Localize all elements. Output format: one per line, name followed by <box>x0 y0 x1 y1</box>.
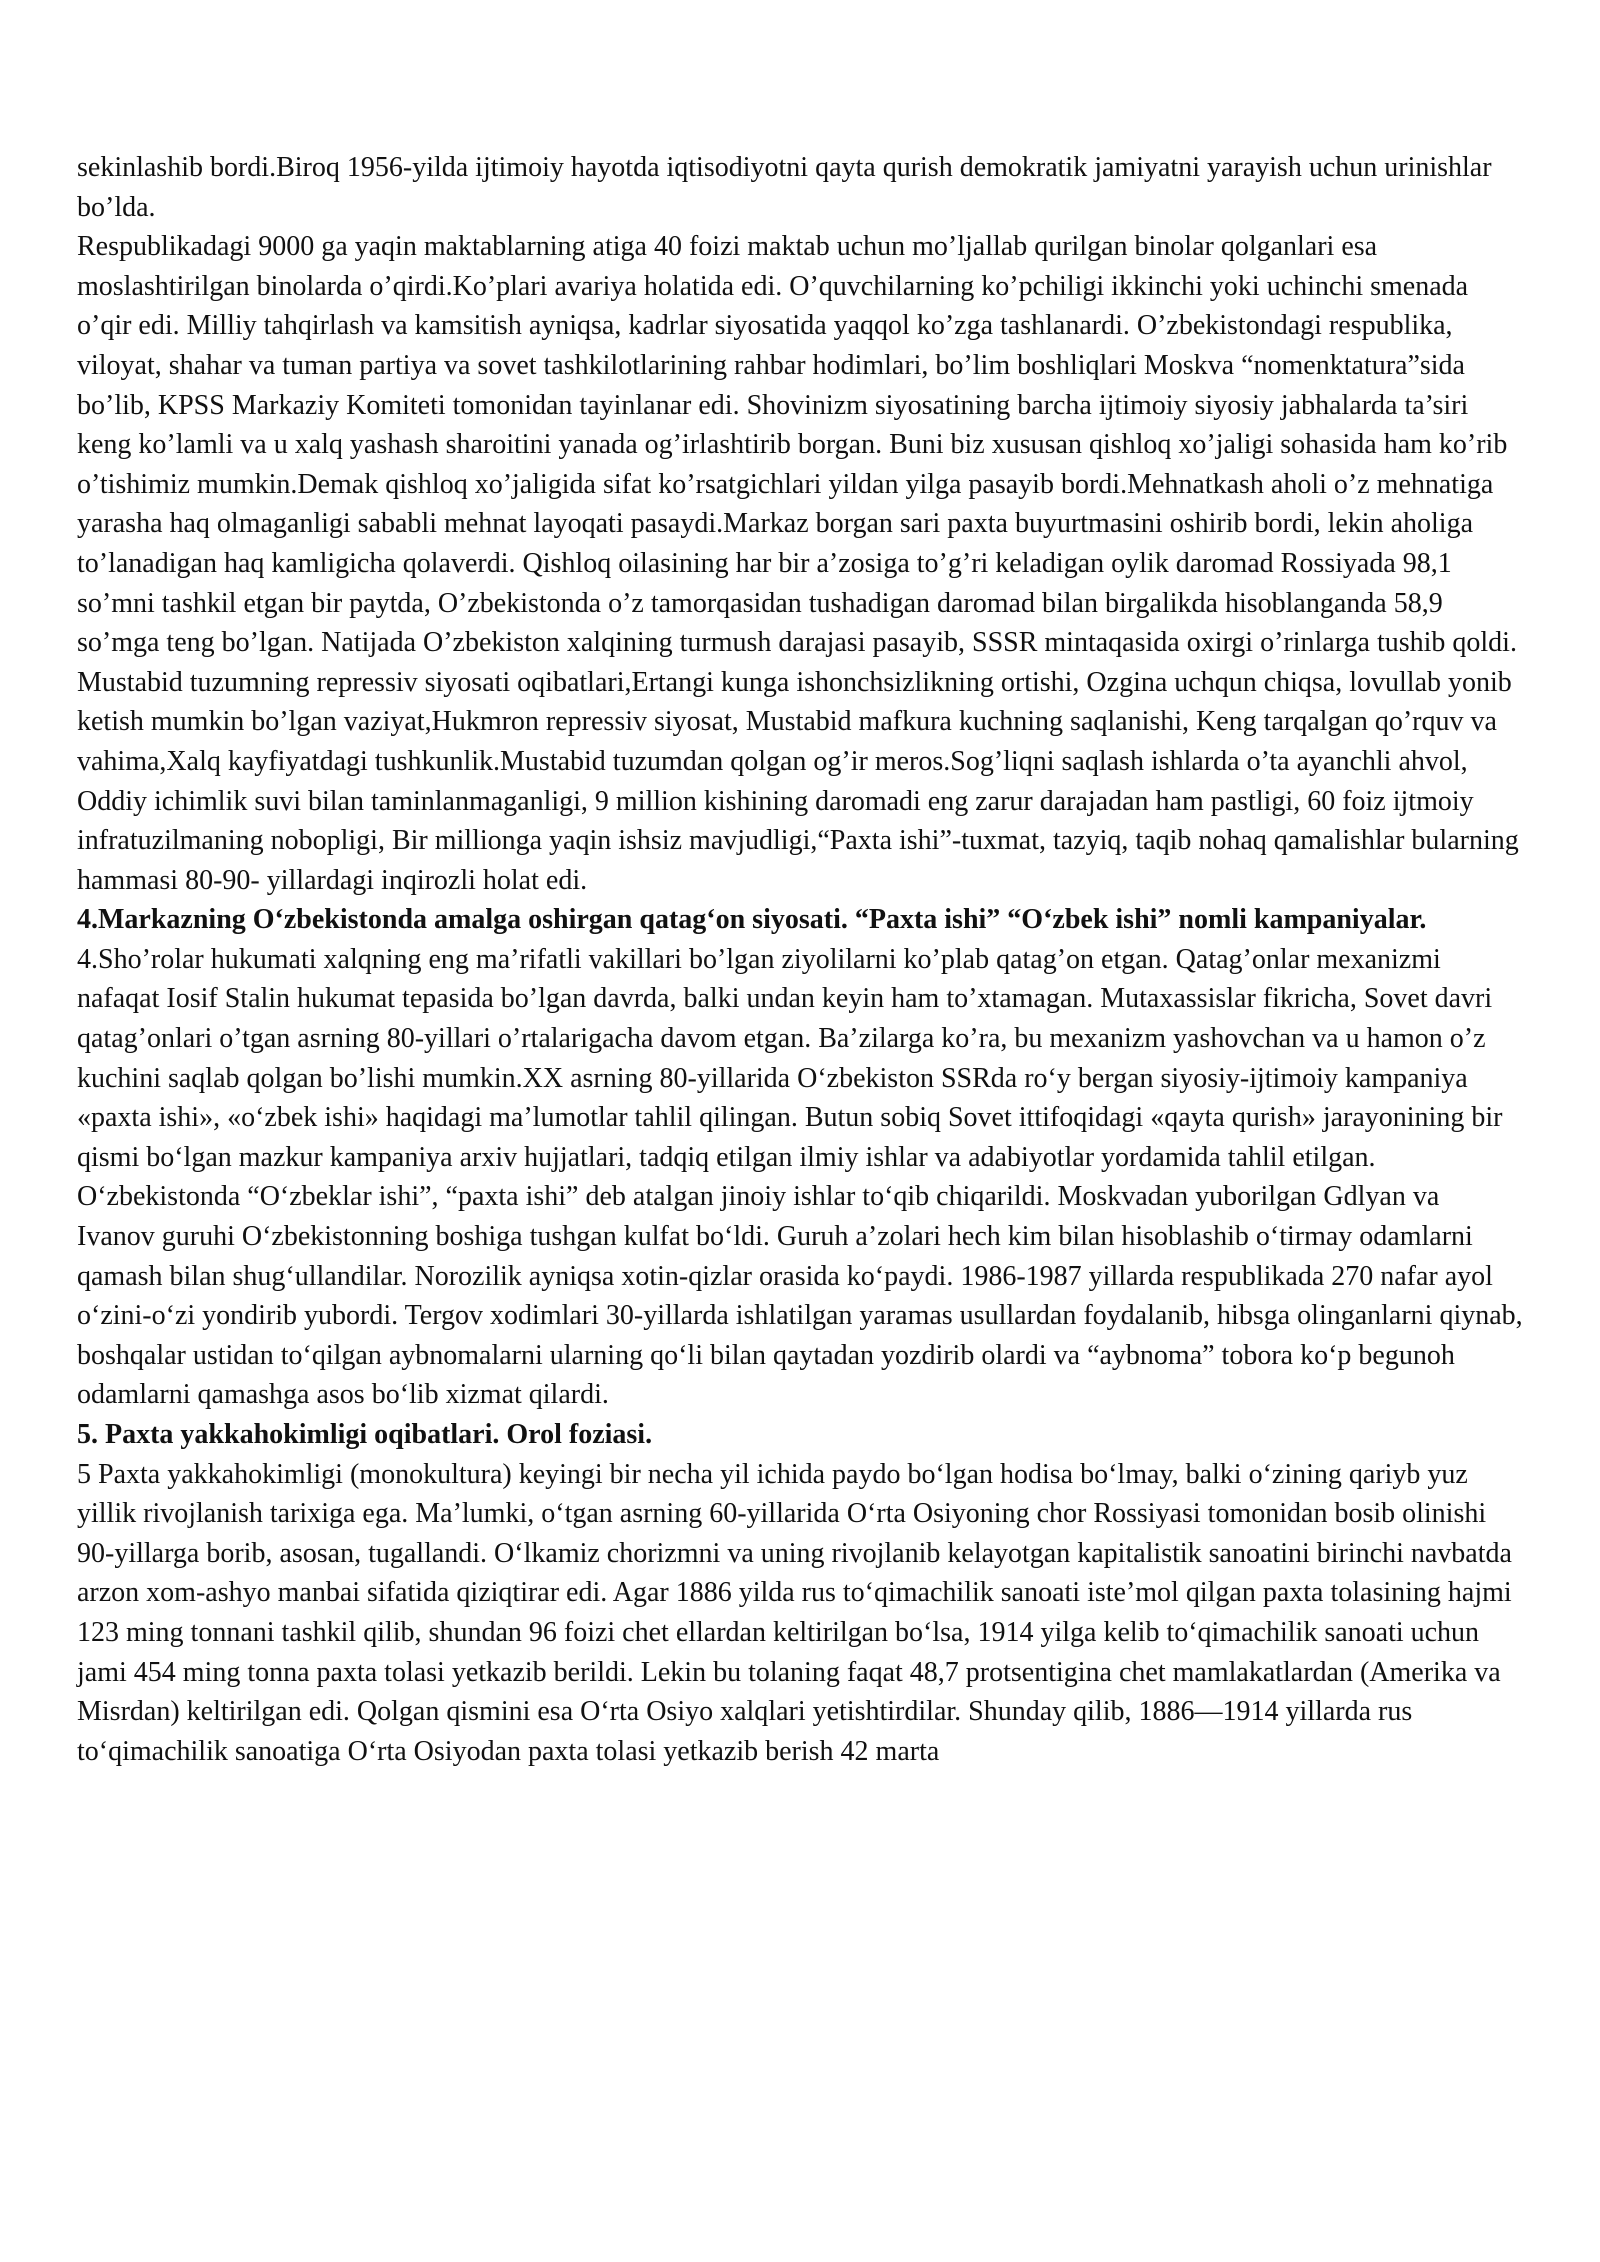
section-heading-4: 4.Markazning O‘zbekistonda amalga oshirgan qatag‘on siyosati. “Paxta ishi” “O‘zbek ishi” nomli kampaniyalar. <box>77 904 1427 936</box>
paragraph-schools-and-cotton: Respublikadagi 9000 ga yaqin maktablarning atiga 40 foizi maktab uchun mo’ljallab qurilgan binolar qolganlari esa moslashtirilgan binolarda o’qirdi.Ko’plari avariya holatida edi. O’quvchilarning ko’pchiligi ikkinchi yoki uchinchi smenada o’qir edi. Milliy tahqirlash va kamsitish ayniqsa, kadrlar siyosatida yaqqol ko’zga tashlanardi. O’zbekistondagi respublika, viloyat, shahar va tuman partiya va sovet tashkilotlarining rahbar hodimlari, bo’lim boshliqlari Moskva “nomenktatura”sida bo’lib, KPSS Markaziy Komiteti tomonidan tayinlanar edi. Shovinizm siyosatining barcha ijtimoiy siyosiy jabhalarda ta’siri keng ko’lamli va u xalq yashash sharoitini yanada og’irlashtirib borgan. Buni biz xususan qishloq xo’jaligi sohasida ham ko’rib o’tishimiz mumkin.Demak qishloq xo’jaligida sifat ko’rsatgichlari yildan yilga pasayib bordi.Mehnatkash aholi o’z mehnatiga yarasha haq olmaganligi sababli mehnat layoqati pasaydi.Markaz borgan sari paxta buyurtmasini oshirib bordi, lekin aholiga to’lanadigan haq kamligicha qolaverdi. Qishloq oilasining har bir a’zosiga to’g’ri keladigan oylik daromad Rossiyada 98,1 so’mni tashkil etgan bir paytda, O’zbekistonda o’z tamorqasidan tushadigan daromad bilan birgalikda hisoblanganda 58,9 so’mga teng bo’lgan. Natijada O’zbekiston xalqining turmush darajasi pasayib, SSSR mintaqasida oxirgi o’rinlarga tushib qoldi. Mustabid tuzumning repressiv siyosati oqibatlari,Ertangi kunga ishonchsizlikning ortishi, Ozgina uchqun chiqsa, lovullab yonib ketish mumkin bo’lgan vaziyat,Hukmron repressiv siyosat, Mustabid mafkura kuchning saqlanishi, Keng tarqalgan qo’rquv va vahima,Xalq kayfiyatdagi tushkunlik.Mustabid tuzumdan qolgan og’ir meros.Sog’liqni saqlash ishlarda o’ta ayanchli ahvol, Oddiy ichimlik suvi bilan taminlanmaganligi, 9 million kishining daromadi eng zarur darajadan ham pastligi, 60 foiz ijtmoiy infratuzilmaning nobopligi, Bir millionga yaqin ishsiz mavjudligi,“Paxta ishi”-tuxmat, tazyiq, taqib nohaq qamalishlar bularning hammasi 80-90- yillardagi inqirozli holat edi. <box>77 231 1519 896</box>
paragraph-intro: sekinlashib bordi.Biroq 1956-yilda ijtimoiy hayotda iqtisodiyotni qayta qurish demokratik jamiyatni yarayish uchun urinishlar bo’lda. <box>77 152 1492 223</box>
section-heading-5: 5. Paxta yakkahokimligi oqibatlari. Orol foziasi. <box>77 1419 653 1450</box>
paragraph-monoculture: 5 Paxta yakkahokimligi (monokultura) keyingi bir necha yil ichida paydo bo‘lgan hodisa bo‘lmay, balki o‘zining qariyb yuz yillik rivojlanish tarixiga ega. Ma’lumki, o‘tgan asrning 60-yillarida O‘rta Osiyoning chor Rossiyasi tomonidan bosib olinishi 90-yillarga borib, asosan, tugallandi. O‘lkamiz chorizmni va uning rivojlanib kelayotgan kapitalistik sanoatini birinchi navbatda arzon xom-ashyo manbai sifatida qiziqtirar edi. Agar 1886 yilda rus to‘qimachilik sanoati iste’mol qilgan paxta tolasining hajmi 123 ming tonnani tashkil qilib, shundan 96 foizi chet ellardan keltirilgan bo‘lsa, 1914 yilga kelib to‘qimachilik sanoati uchun jami 454 ming tonna paxta tolasi yetkazib berildi. Lekin bu tolaning faqat 48,7 protsentigina chet mamlakatlardan (Amerika va Misrdan) keltirilgan edi. Qolgan qismini esa O‘rta Osiyo xalqlari yetishtirdilar. Shunday qilib, 1886—1914 yillarda rus to‘qimachilik sanoatiga O‘rta Osiyodan paxta tolasi yetkazib berish 42 marta <box>77 1458 1512 1767</box>
paragraph-repressions: 4.Sho’rolar hukumati xalqning eng ma’rifatli vakillari bo’lgan ziyolilarni ko’plab qatag’on etgan. Qatag’onlar mexanizmi nafaqat Iosif Stalin hukumat tepasida bo’lgan davrda, balki undan keyin ham to’xtamagan. Mutaxassislar fikricha, Sovet davri qatag’onlari o’tgan asrning 80-yillari o’rtalarigacha davom etgan. Ba’zilarga ko’ra, bu mexanizm yashovchan va u hamon o’z kuchini saqlab qolgan bo’lishi mumkin.XX asrning 80-yillarida O‘zbekiston SSRda ro‘y bergan siyosiy-ijtimoiy kampaniya «paxta ishi», «o‘zbek ishi» haqidagi ma’lumotlar tahlil qilingan. Butun sobiq Sovet ittifoqidagi «qayta qurish» jarayonining bir qismi bo‘lgan mazkur kampaniya arxiv hujjatlari, tadqiq etilgan ilmiy ishlar va adabiyotlar yordamida tahlil etilgan. O‘zbekistonda “O‘zbeklar ishi”, “paxta ishi” deb atalgan jinoiy ishlar to‘qib chiqarildi. Moskvadan yuborilgan Gdlyan va Ivanov guruhi O‘zbekistonning boshiga tushgan kulfat bo‘ldi. Guruh a’zolari hech kim bilan hisoblashib o‘tirmay odamlarni qamash bilan shug‘ullandilar. Norozilik ayniqsa xotin-qizlar orasida ko‘paydi. 1986-1987 yillarda respublikada 270 nafar ayol o‘zini-o‘zi yondirib yubordi. Tergov xodimlari 30-yillarda ishlatilgan yaramas usullardan foydalanib, hibsga olinganlarni qiynab, boshqalar ustidan to‘qilgan aybnomalarni ularning qo‘li bilan qaytadan yozdirib olardi va “aybnoma” tobora ko‘p begunoh odamlarni qamashga asos bo‘lib xizmat qilardi. <box>77 943 1523 1411</box>
document-page <box>77 148 1523 1771</box>
